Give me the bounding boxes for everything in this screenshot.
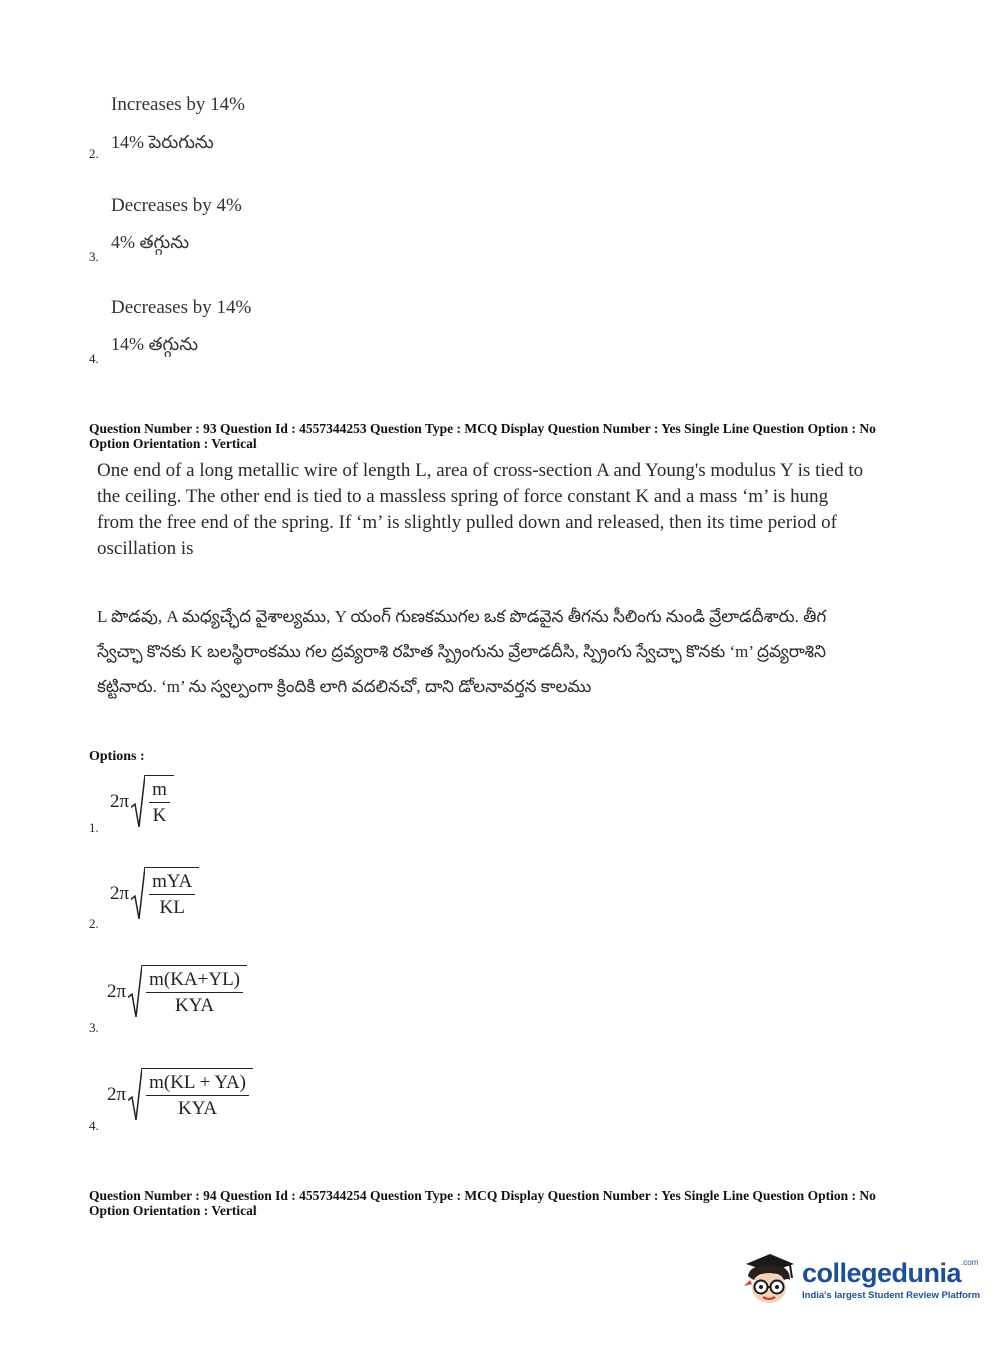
prev-option-3-english: Decreases by 4% xyxy=(111,195,242,216)
option-1-formula[interactable] xyxy=(110,775,174,829)
option-2-number: 2. xyxy=(89,916,99,931)
prev-option-2-telugu: 14% పెరుగును xyxy=(111,132,214,152)
option-2-numerator: mYA xyxy=(149,870,195,895)
mascot-icon xyxy=(740,1250,798,1308)
option-2-formula[interactable] xyxy=(110,867,199,921)
option-3-numerator: m(KA+YL) xyxy=(146,968,243,993)
option-2-radical xyxy=(131,867,199,921)
question-93-meta: Question Number : 93 Question Id : 4557344253 Question Type : MCQ Display Question Number : Yes Single Line Question Option : No Option Orientation : Vertical xyxy=(89,421,876,451)
logo-name: collegedunia xyxy=(802,1257,962,1288)
option-3-denominator: KYA xyxy=(175,995,215,1016)
option-3-number: 3. xyxy=(89,1020,99,1035)
option-1-radical xyxy=(131,775,174,829)
option-4-prefix: 2π xyxy=(107,1084,127,1105)
prev-option-3-number: 3. xyxy=(89,249,99,264)
collegedunia-logo xyxy=(740,1250,980,1308)
prev-option-2-number: 2. xyxy=(89,146,99,161)
radical-sign-icon xyxy=(131,867,145,921)
prev-option-4-english: Decreases by 14% xyxy=(111,297,252,318)
prev-option-4-number: 4. xyxy=(89,351,99,366)
option-2-denominator: KL xyxy=(159,897,185,918)
logo-suffix: .com xyxy=(961,1257,979,1267)
radical-sign-icon xyxy=(128,965,142,1019)
option-1-number: 1. xyxy=(89,820,99,835)
question-93-text-english: One end of a long metallic wire of length L, area of cross-section A and Young's modulus Y is tied to the ceiling. The other end is tied to a massless spring of force constant K and a mass ‘m’ is hung from the free end of the spring. If ‘m’ is slightly pulled down and released, then its time period of oscillation is xyxy=(97,460,864,559)
option-4-denominator: KYA xyxy=(178,1098,218,1119)
radical-sign-icon xyxy=(131,775,145,829)
option-3-radical xyxy=(128,965,247,1019)
radical-sign-icon xyxy=(128,1068,142,1122)
option-1-denominator: K xyxy=(152,805,167,826)
option-4-radical xyxy=(128,1068,253,1122)
option-2-prefix: 2π xyxy=(110,883,130,904)
option-1-prefix: 2π xyxy=(110,791,130,812)
question-94-meta: Question Number : 94 Question Id : 4557344254 Question Type : MCQ Display Question Number : Yes Single Line Question Option : No Option Orientation : Vertical xyxy=(89,1188,876,1218)
question-93-text-telugu: L పొడవు, A మధ్యచ్ఛేద వైశాల్యము, Y యంగ్ గుణకముగల ఒక పొడవైన తీగను సీలింగు నుండి వ్రేలాడదీశారు. తీగ స్వేచ్ఛా కొనకు K బలస్థిరాంకము గల ద్రవ్యరాశి రహిత స్ప్రింగును వ్రేలాడదీసి, స్ప్రింగు స్వేచ్ఛా కొనకు ‘m’ ద్రవ్యరాశిని కట్టినారు. ‘m’ ను స్వల్పంగా క్రిందికి లాగి వదలినచో, దాని డోలనావర్తన కాలము xyxy=(97,607,827,696)
option-4-number: 4. xyxy=(89,1118,99,1133)
prev-option-3-telugu: 4% తగ్గును xyxy=(111,232,190,252)
prev-option-4-telugu: 14% తగ్గును xyxy=(111,334,199,354)
option-4-formula[interactable] xyxy=(107,1068,253,1122)
options-label: Options : xyxy=(89,749,145,764)
option-4-numerator: m(KL + YA) xyxy=(146,1071,249,1096)
prev-option-2-english: Increases by 14% xyxy=(111,94,246,115)
logo-tagline: India's largest Student Review Platform xyxy=(802,1289,981,1301)
option-1-numerator: m xyxy=(149,778,170,803)
option-3-prefix: 2π xyxy=(107,981,127,1002)
option-3-formula[interactable] xyxy=(107,965,247,1019)
